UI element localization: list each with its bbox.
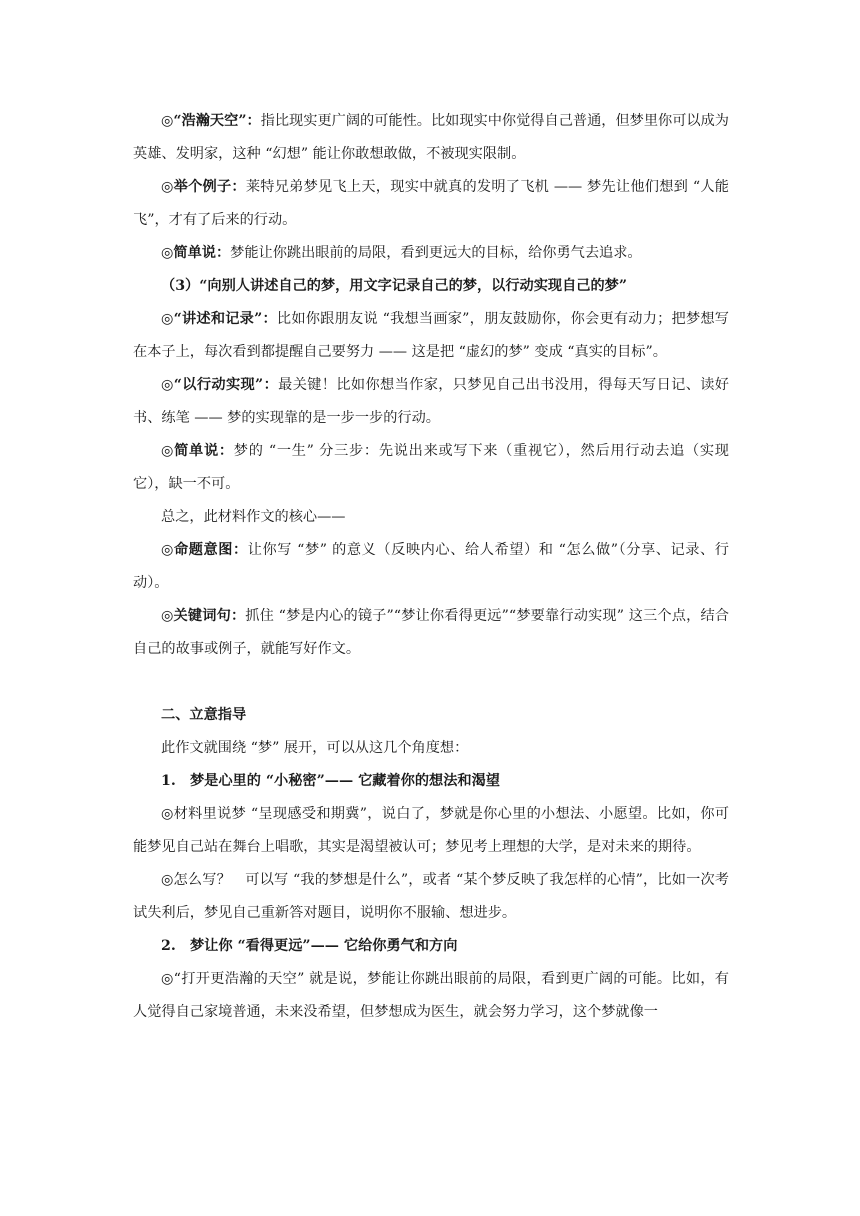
paragraph-p9: [133, 534, 729, 600]
paragraph-text: 让你写 “梦” 的意义（反映内心、给人希望）和 “怎么做”（分享、记录、行动）。: [133, 542, 729, 591]
paragraph-p6: [133, 369, 729, 435]
paragraph-lead: 二、立意指导: [161, 707, 247, 723]
paragraph-lead: ◎命题意图：: [161, 542, 248, 558]
paragraph-lead: ◎关键词句：: [161, 608, 246, 624]
paragraph-lead: ◎简单说：: [161, 443, 234, 459]
paragraph-p1: [133, 105, 729, 171]
paragraph-p7: [133, 435, 729, 501]
paragraph-p17: [133, 963, 729, 1029]
paragraph-text: 此作文就围绕 “梦” 展开，可以从这几个角度想：: [161, 740, 469, 756]
paragraph-lead: 2. 梦让你 “看得更远”—— 它给你勇气和方向: [161, 938, 458, 954]
paragraph-p15: [133, 864, 729, 930]
paragraph-lead: 1. 梦是心里的 “小秘密”—— 它藏着你的想法和渴望: [161, 773, 500, 789]
paragraph-lead: ◎举个例子：: [161, 179, 246, 195]
paragraph-text: 比如你跟朋友说 “我想当画家”，朋友鼓励你，你会更有动力；把梦想写在本子上，每次看到都提醒自己要努力 —— 这是把 “虚幻的梦” 变成 “真实的目标”。: [133, 311, 729, 360]
paragraph-text: 梦能让你跳出眼前的局限，看到更远大的目标，给你勇气去追求。: [230, 245, 642, 261]
paragraph-lead: ◎简单说：: [161, 245, 231, 261]
paragraph-p10: [133, 600, 729, 666]
paragraph-text: 指比现实更广阔的可能性。比如现实中你觉得自己普通，但梦里你可以成为英雄、发明家，这种 “幻想” 能让你敢想敢做，不被现实限制。: [133, 113, 729, 162]
paragraph-lead: ◎“浩瀚天空”：: [161, 113, 261, 129]
paragraph-p13: [133, 765, 729, 798]
paragraph-p16: [133, 930, 729, 963]
paragraph-text: 莱特兄弟梦见飞上天，现实中就真的发明了飞机 —— 梦先让他们想到 “人能飞”，才有了后来的行动。: [133, 179, 729, 228]
paragraph-lead: ◎“讲述和记录”：: [161, 311, 277, 327]
paragraph-text: 总之，此材料作文的核心——: [161, 509, 346, 525]
paragraph-lead: ◎“以行动实现”：: [161, 377, 279, 393]
paragraph-p3: [133, 237, 729, 270]
paragraph-text: 梦的 “一生” 分三步：先说出来或写下来（重视它），然后用行动去追（实现它），缺一不可。: [133, 443, 729, 492]
document-body: [133, 105, 729, 1029]
paragraph-p12: [133, 732, 729, 765]
paragraph-text: 最关键！比如你想当作家，只梦见自己出书没用，得每天写日记、读好书、练笔 —— 梦的实现靠的是一步一步的行动。: [133, 377, 729, 426]
paragraph-p5: [133, 303, 729, 369]
paragraph-p11: [133, 699, 729, 732]
paragraph-text: ◎材料里说梦 “呈现感受和期冀”，说白了，梦就是你心里的小想法、小愿望。比如，你可能梦见自己站在舞台上唱歌，其实是渴望被认可；梦见考上理想的大学，是对未来的期待。: [133, 806, 729, 855]
paragraph-text: ◎怎么写？ 可以写 “我的梦想是什么”，或者 “某个梦反映了我怎样的心情”，比如一次考试失利后，梦见自己重新答对题目，说明你不服输、想进步。: [133, 872, 729, 921]
paragraph-lead: （3）“向别人讲述自己的梦，用文字记录自己的梦，以行动实现自己的梦”: [161, 278, 628, 294]
paragraph-gap: [133, 666, 729, 699]
paragraph-p8: [133, 501, 729, 534]
paragraph-text: ◎“打开更浩瀚的天空” 就是说，梦能让你跳出眼前的局限，看到更广阔的可能。比如，有人觉得自己家境普通，未来没希望，但梦想成为医生，就会努力学习，这个梦就像一: [133, 971, 729, 1020]
paragraph-p14: [133, 798, 729, 864]
paragraph-p2: [133, 171, 729, 237]
paragraph-text: 抓住 “梦是内心的镜子”“梦让你看得更远”“梦要靠行动实现” 这三个点，结合自己的故事或例子，就能写好作文。: [133, 608, 729, 657]
paragraph-p4: [133, 270, 729, 303]
